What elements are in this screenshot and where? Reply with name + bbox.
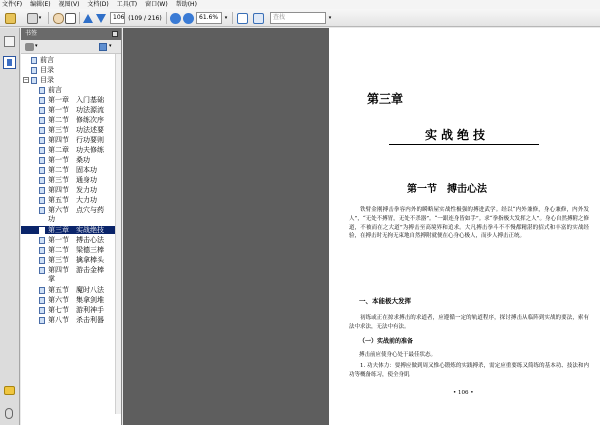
- folder-icon: [5, 13, 16, 24]
- bookmark-icon: [39, 307, 45, 314]
- bookmark-icon: [39, 167, 45, 174]
- hand-tool-button[interactable]: [52, 11, 64, 25]
- bookmark-item[interactable]: 第八节 杀击利器: [21, 316, 115, 324]
- bookmark-item[interactable]: 第一节 桑功: [21, 156, 115, 164]
- navigation-strip: [0, 28, 20, 425]
- collapse-icon[interactable]: −: [24, 77, 29, 83]
- arrow-up-icon: [83, 14, 93, 23]
- bookmark-item[interactable]: 第二章 功夫修练: [21, 146, 115, 154]
- bookmark-item[interactable]: 第一节 功法源流: [21, 106, 115, 114]
- document-background: [123, 28, 329, 425]
- paragraph: 铁臂金刚搏击拳容内外的瞬略屋实战性极强的搏进武学。经以“内外兼修，身心兼修，内外发人”，“无处不搏胃，无处不杀器”。“一跟连身皆如手”。求“拳指极大发挥之人”。身心自然搏附之修道，不被而在之大道”为搏击至高境界和追求。大凡搏击拳斗不不慢都精湛的招式和丰富的实战经验，在搏击时无拘无束地自然搏附就便在心身心极人，而步人搏击正统。: [349, 207, 589, 240]
- bookmark-item[interactable]: 第四节 游击金棒掌: [21, 266, 115, 284]
- arrow-down-icon: [96, 14, 106, 23]
- previous-page-button[interactable]: [82, 11, 94, 25]
- bookmarks-tree: [21, 54, 121, 414]
- chevron-down-icon[interactable]: ▾: [35, 43, 38, 49]
- bookmark-icon: [39, 177, 45, 184]
- pages-icon[interactable]: [4, 36, 15, 47]
- bookmark-icon: [39, 297, 45, 304]
- separator: [48, 12, 49, 24]
- page-count: (109 / 216): [128, 14, 162, 22]
- zoom-in-icon: [183, 13, 194, 24]
- bookmark-icon: [39, 237, 45, 244]
- bookmark-icon: [39, 127, 45, 134]
- close-icon[interactable]: [112, 31, 118, 37]
- bookmark-icon: [39, 187, 45, 194]
- bookmark-item[interactable]: 第五节 魔时八法: [21, 286, 115, 294]
- paragraph: 1. 功夫体力：要搏应做到周又惟心锻炼的实践搏杀，需定应重要练又简练的基本功、技法和内功等概备练习，使全身肌: [349, 363, 589, 378]
- fit-width-icon: [253, 13, 264, 24]
- menu-edit[interactable]: 编辑(E): [30, 1, 51, 8]
- open-button[interactable]: [3, 11, 17, 25]
- section-title: 第一节 搏击心法: [407, 184, 487, 195]
- bookmark-icon: [39, 97, 45, 104]
- options-menu-icon[interactable]: [25, 43, 34, 51]
- menu-window[interactable]: 窗口(W): [145, 1, 168, 8]
- new-bookmark-icon[interactable]: [99, 43, 107, 51]
- chevron-down-icon[interactable]: ▾: [109, 43, 112, 49]
- bookmark-icon: [39, 107, 45, 114]
- bookmark-icon: [39, 257, 45, 264]
- bookmark-icon: [7, 59, 12, 66]
- fit-page-button[interactable]: [236, 11, 248, 25]
- subheading: （一）实战前的准备: [359, 338, 414, 345]
- zoom-in-button[interactable]: [182, 11, 194, 25]
- bookmarks-panel-title: 书签: [25, 30, 38, 37]
- bookmark-item[interactable]: 第六节 点穴与药功: [21, 206, 115, 224]
- zoom-out-icon: [170, 13, 181, 24]
- menu-file[interactable]: 文件(F): [2, 1, 23, 8]
- menu-view[interactable]: 视图(V): [58, 1, 80, 8]
- bookmark-item[interactable]: 第三节 通身功: [21, 176, 115, 184]
- bookmark-icon: [39, 247, 45, 254]
- bookmark-icon: [39, 287, 45, 294]
- chapter-number: 第三章: [367, 92, 404, 106]
- bookmark-item[interactable]: 第六节 集拿剑堆: [21, 296, 115, 304]
- paragraph: 初练或正在掠求搏击的求道者，应遵循一定的轨道程序，探讨搏击从临阵到实战的要法，索有法中求法，无法中有法。: [349, 315, 589, 330]
- bookmark-icon: [39, 197, 45, 204]
- hand-icon: [53, 13, 64, 24]
- page-number-input[interactable]: 106: [110, 12, 125, 24]
- bookmark-icon: [39, 147, 45, 154]
- bookmark-item[interactable]: 第七节 游利神手: [21, 306, 115, 314]
- bookmark-icon: [31, 57, 37, 64]
- print-button[interactable]: [24, 11, 44, 25]
- zoom-level-input[interactable]: 61.6%: [196, 12, 222, 24]
- zoom-dropdown[interactable]: [222, 11, 230, 25]
- select-tool-button[interactable]: [64, 11, 76, 25]
- page-number: • 106 •: [453, 390, 474, 396]
- bookmark-icon: [39, 137, 45, 144]
- search-dropdown[interactable]: [326, 11, 334, 25]
- chevron-down-icon: ▾: [328, 15, 332, 21]
- bookmarks-toolbar: [21, 40, 121, 54]
- bookmark-item[interactable]: 前言: [21, 56, 115, 64]
- bookmark-item[interactable]: 前言: [21, 86, 115, 94]
- bookmarks-panel-header: [21, 28, 121, 40]
- bookmark-item[interactable]: − 目录: [24, 76, 54, 84]
- bookmark-icon: [39, 267, 45, 274]
- bookmark-item[interactable]: 目录: [21, 66, 115, 74]
- menu-document[interactable]: 文档(D): [87, 1, 109, 8]
- bookmark-item[interactable]: 第二节 固本功: [21, 166, 115, 174]
- bookmark-item-selected[interactable]: 第三章 实战绝技: [21, 226, 115, 234]
- bookmark-item[interactable]: 第五节 大力功: [21, 196, 115, 204]
- bookmark-item[interactable]: 第四节 行功要则: [21, 136, 115, 144]
- heading: 一、本能极大发挥: [359, 297, 411, 305]
- bookmark-item[interactable]: 第二节 修练次序: [21, 116, 115, 124]
- print-icon: [27, 13, 38, 24]
- search-input[interactable]: 查找: [270, 12, 326, 24]
- vertical-scrollbar[interactable]: [115, 54, 121, 414]
- bookmark-icon: [39, 227, 45, 234]
- fit-width-button[interactable]: [252, 11, 264, 25]
- cursor-icon: [65, 13, 76, 24]
- bookmark-item[interactable]: 第二节 梁德三棒: [21, 246, 115, 254]
- bookmark-icon: [31, 77, 37, 84]
- fit-page-icon: [237, 13, 248, 24]
- next-page-button[interactable]: [95, 11, 107, 25]
- bookmark-icon: [39, 87, 45, 94]
- bookmark-item[interactable]: 第三节 擒拿棒头: [21, 256, 115, 264]
- bookmarks-panel: [21, 28, 122, 425]
- bookmark-icon: [39, 117, 45, 124]
- bookmark-icon: [31, 67, 37, 74]
- paragraph: 搏击前应使身心处于最佳状态。: [359, 352, 437, 358]
- bookmark-icon: [39, 317, 45, 324]
- chevron-down-icon: ▾: [224, 15, 228, 21]
- menu-help[interactable]: 帮助(H): [175, 1, 197, 8]
- toolbar: [0, 9, 600, 27]
- bookmark-icon: [39, 207, 45, 214]
- bookmark-item[interactable]: 第一节 搏击心法: [21, 236, 115, 244]
- chevron-down-icon: ▾: [38, 15, 42, 21]
- zoom-out-button[interactable]: [169, 11, 181, 25]
- chapter-title: 实战绝技: [425, 128, 490, 142]
- separator: [79, 12, 80, 24]
- comment-icon[interactable]: [4, 386, 15, 395]
- bookmark-item[interactable]: 第四节 发力功: [21, 186, 115, 194]
- separator: [232, 12, 233, 24]
- bookmark-item[interactable]: 第一章 入门基础: [21, 96, 115, 104]
- title-rule: [389, 144, 539, 145]
- menu-bar: [0, 0, 600, 9]
- bookmark-item[interactable]: 第三节 功法述要: [21, 126, 115, 134]
- separator: [166, 12, 167, 24]
- attachment-icon[interactable]: [5, 408, 13, 419]
- menu-tools[interactable]: 工具(T): [116, 1, 138, 8]
- bookmark-icon: [39, 157, 45, 164]
- bookmarks-tab[interactable]: [3, 56, 16, 69]
- document-page: [329, 28, 600, 425]
